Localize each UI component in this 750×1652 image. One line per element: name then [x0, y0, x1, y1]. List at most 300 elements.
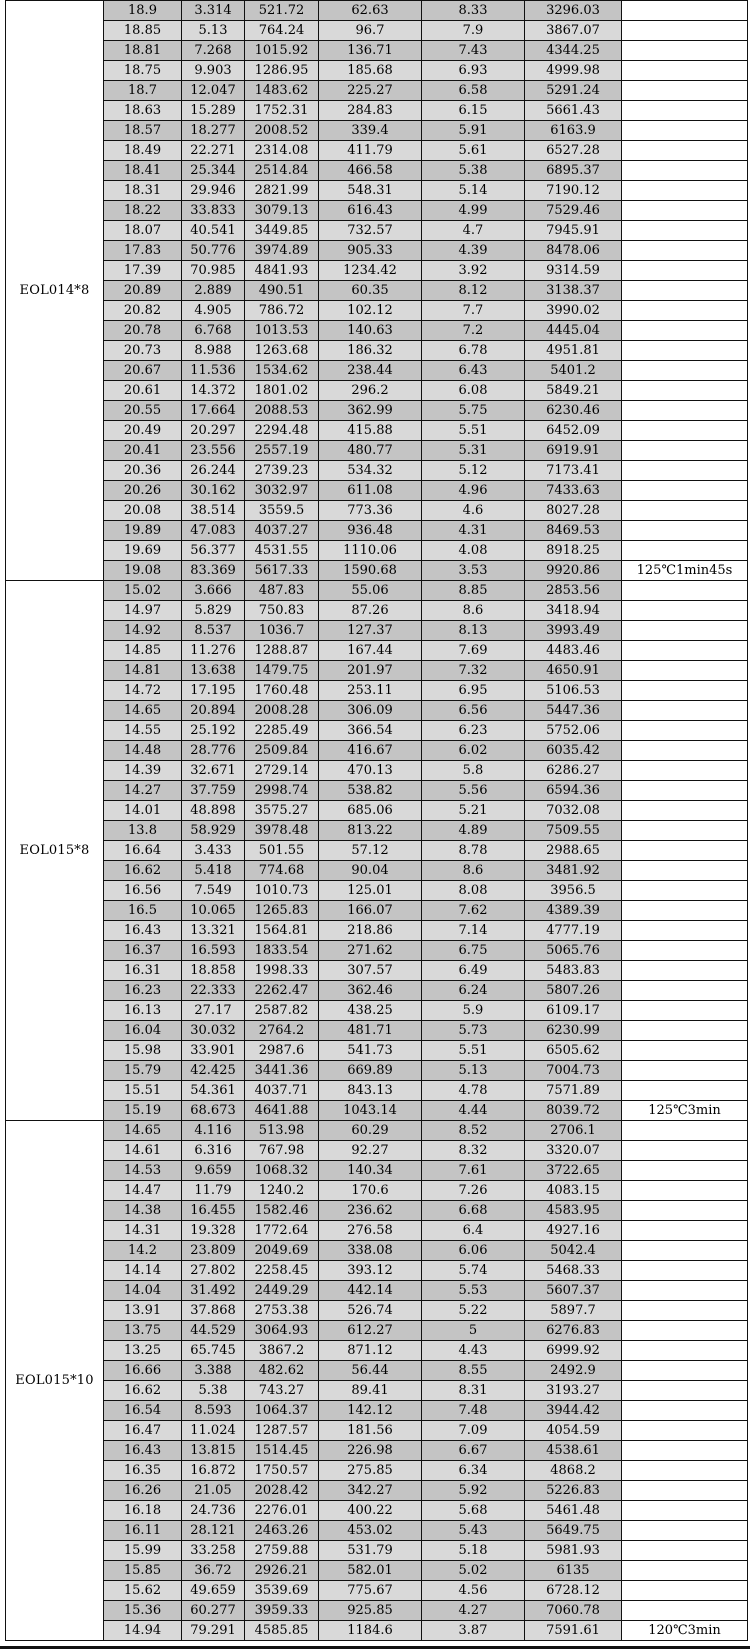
note-cell-empty	[622, 1561, 748, 1581]
table-row	[6, 1101, 748, 1121]
table-cell: 4.116	[182, 1121, 245, 1141]
table-cell: 16.11	[104, 1521, 182, 1541]
table-cell: 7433.63	[525, 481, 622, 501]
table-row	[6, 1581, 748, 1601]
note-cell-empty	[622, 921, 748, 941]
table-cell: 271.62	[319, 941, 422, 961]
table-cell: 19.328	[182, 1221, 245, 1241]
table-cell: 89.41	[319, 1381, 422, 1401]
table-row	[6, 101, 748, 121]
table-row	[6, 21, 748, 41]
table-row	[6, 1121, 748, 1141]
table-cell: 6.06	[422, 1241, 525, 1261]
table-cell: 6109.17	[525, 1001, 622, 1021]
table-cell: 3974.89	[245, 241, 319, 261]
table-cell: 33.833	[182, 201, 245, 221]
table-cell: 20.297	[182, 421, 245, 441]
table-cell: 54.361	[182, 1081, 245, 1101]
table-cell: 3.92	[422, 261, 525, 281]
table-cell: 5468.33	[525, 1261, 622, 1281]
note-cell-empty	[622, 301, 748, 321]
table-cell: 140.34	[319, 1161, 422, 1181]
table-row	[6, 221, 748, 241]
note-cell-empty	[622, 41, 748, 61]
table-cell: 466.58	[319, 161, 422, 181]
table-cell: 5649.75	[525, 1521, 622, 1541]
table-row	[6, 121, 748, 141]
table-cell: 6.02	[422, 741, 525, 761]
table-cell: 8.12	[422, 281, 525, 301]
note-cell-empty	[622, 1041, 748, 1061]
note-cell-empty	[622, 141, 748, 161]
table-cell: 4344.25	[525, 41, 622, 61]
table-cell: 582.01	[319, 1561, 422, 1581]
table-cell: 3138.37	[525, 281, 622, 301]
note-cell-empty	[622, 821, 748, 841]
table-cell: 16.455	[182, 1201, 245, 1221]
table-cell: 62.63	[319, 1, 422, 21]
note-cell-empty	[622, 981, 748, 1001]
table-cell: 5.18	[422, 1541, 525, 1561]
sample-name: EOL014*8	[6, 1, 104, 581]
note-cell-empty	[622, 1321, 748, 1341]
table-cell: 16.62	[104, 1381, 182, 1401]
table-cell: 27.802	[182, 1261, 245, 1281]
table-cell: 366.54	[319, 721, 422, 741]
table-cell: 4.6	[422, 501, 525, 521]
table-cell: 275.85	[319, 1461, 422, 1481]
note-cell-empty	[622, 741, 748, 761]
table-cell: 4951.81	[525, 341, 622, 361]
table-cell: 201.97	[319, 661, 422, 681]
table-cell: 225.27	[319, 81, 422, 101]
table-row	[6, 421, 748, 441]
table-cell: 4.56	[422, 1581, 525, 1601]
table-cell: 3064.93	[245, 1321, 319, 1341]
table-cell: 685.06	[319, 801, 422, 821]
table-cell: 416.67	[319, 741, 422, 761]
table-cell: 8.988	[182, 341, 245, 361]
table-cell: 14.81	[104, 661, 182, 681]
table-cell: 2049.69	[245, 1241, 319, 1261]
table-cell: 3320.07	[525, 1141, 622, 1161]
table-cell: 16.66	[104, 1361, 182, 1381]
table-cell: 14.92	[104, 621, 182, 641]
table-cell: 14.55	[104, 721, 182, 741]
table-cell: 1043.14	[319, 1101, 422, 1121]
note-cell-empty	[622, 1081, 748, 1101]
table-cell: 750.83	[245, 601, 319, 621]
table-cell: 20.78	[104, 321, 182, 341]
note-cell-empty	[622, 841, 748, 861]
table-row	[6, 601, 748, 621]
table-cell: 4.905	[182, 301, 245, 321]
table-cell: 4.96	[422, 481, 525, 501]
table-cell: 7.43	[422, 41, 525, 61]
note-cell-empty	[622, 1221, 748, 1241]
table-cell: 4.31	[422, 521, 525, 541]
note-cell-empty	[622, 1441, 748, 1461]
table-cell: 3193.27	[525, 1381, 622, 1401]
table-cell: 20.08	[104, 501, 182, 521]
table-row	[6, 561, 748, 581]
table-cell: 611.08	[319, 481, 422, 501]
table-cell: 12.047	[182, 81, 245, 101]
table-cell: 7.69	[422, 641, 525, 661]
table-row	[6, 1481, 748, 1501]
note-cell-empty	[622, 1421, 748, 1441]
table-cell: 1772.64	[245, 1221, 319, 1241]
table-row	[6, 921, 748, 941]
table-cell: 20.36	[104, 461, 182, 481]
table-cell: 7060.78	[525, 1601, 622, 1621]
table-cell: 7529.46	[525, 201, 622, 221]
table-cell: 7173.41	[525, 461, 622, 481]
table-cell: 4.78	[422, 1081, 525, 1101]
table-cell: 534.32	[319, 461, 422, 481]
table-cell: 19.89	[104, 521, 182, 541]
table-cell: 6.58	[422, 81, 525, 101]
table-cell: 521.72	[245, 1, 319, 21]
table-cell: 236.62	[319, 1201, 422, 1221]
table-cell: 1514.45	[245, 1441, 319, 1461]
table-cell: 14.38	[104, 1201, 182, 1221]
table-cell: 8027.28	[525, 501, 622, 521]
table-cell: 2764.2	[245, 1021, 319, 1041]
table-cell: 57.12	[319, 841, 422, 861]
table-cell: 5065.76	[525, 941, 622, 961]
table-cell: 5897.7	[525, 1301, 622, 1321]
table-cell: 186.32	[319, 341, 422, 361]
table-cell: 5.22	[422, 1301, 525, 1321]
table-cell: 20.55	[104, 401, 182, 421]
table-cell: 415.88	[319, 421, 422, 441]
table-row	[6, 941, 748, 961]
table-row	[6, 1301, 748, 1321]
table-row	[6, 681, 748, 701]
table-cell: 15.36	[104, 1601, 182, 1621]
table-row	[6, 81, 748, 101]
table-cell: 1760.48	[245, 681, 319, 701]
table-cell: 1184.6	[319, 1621, 422, 1641]
table-cell: 18.57	[104, 121, 182, 141]
table-cell: 14.2	[104, 1241, 182, 1261]
note-cell-empty	[622, 801, 748, 821]
table-cell: 6.15	[422, 101, 525, 121]
table-cell: 5.51	[422, 1041, 525, 1061]
table-cell: 16.54	[104, 1401, 182, 1421]
table-cell: 33.901	[182, 1041, 245, 1061]
table-cell: 2449.29	[245, 1281, 319, 1301]
bottom-rule	[0, 1646, 750, 1649]
table-cell: 2262.47	[245, 981, 319, 1001]
table-cell: 5.53	[422, 1281, 525, 1301]
table-cell: 6895.37	[525, 161, 622, 181]
table-cell: 18.07	[104, 221, 182, 241]
table-cell: 15.99	[104, 1541, 182, 1561]
table-cell: 24.736	[182, 1501, 245, 1521]
note-cell-empty	[622, 681, 748, 701]
table-row	[6, 61, 748, 81]
table-row	[6, 1041, 748, 1061]
table-cell: 4531.55	[245, 541, 319, 561]
table-cell: 20.89	[104, 281, 182, 301]
table-cell: 83.369	[182, 561, 245, 581]
table-cell: 14.47	[104, 1181, 182, 1201]
table-cell: 2821.99	[245, 181, 319, 201]
table-cell: 4841.93	[245, 261, 319, 281]
table-cell: 2753.38	[245, 1301, 319, 1321]
table-cell: 8478.06	[525, 241, 622, 261]
table-cell: 538.82	[319, 781, 422, 801]
table-cell: 470.13	[319, 761, 422, 781]
table-row	[6, 1181, 748, 1201]
table-cell: 11.79	[182, 1181, 245, 1201]
table-cell: 1801.02	[245, 381, 319, 401]
table-cell: 17.195	[182, 681, 245, 701]
table-cell: 531.79	[319, 1541, 422, 1561]
table-cell: 9.659	[182, 1161, 245, 1181]
table-cell: 6.78	[422, 341, 525, 361]
table-cell: 8.6	[422, 861, 525, 881]
note-cell-empty	[622, 961, 748, 981]
table-cell: 25.344	[182, 161, 245, 181]
table-cell: 2557.19	[245, 441, 319, 461]
table-cell: 2729.14	[245, 761, 319, 781]
table-cell: 14.372	[182, 381, 245, 401]
table-cell: 40.541	[182, 221, 245, 241]
table-cell: 3.87	[422, 1621, 525, 1641]
table-cell: 29.946	[182, 181, 245, 201]
note-cell-empty	[622, 161, 748, 181]
note-cell-empty	[622, 21, 748, 41]
note-cell-empty	[622, 181, 748, 201]
table-cell: 6505.62	[525, 1041, 622, 1061]
table-row	[6, 901, 748, 921]
table-cell: 14.39	[104, 761, 182, 781]
table-cell: 2509.84	[245, 741, 319, 761]
table-cell: 102.12	[319, 301, 422, 321]
note-cell-empty	[622, 781, 748, 801]
table-cell: 5106.53	[525, 681, 622, 701]
table-row	[6, 301, 748, 321]
table-cell: 23.556	[182, 441, 245, 461]
table-row	[6, 141, 748, 161]
note-cell-empty	[622, 1161, 748, 1181]
note-cell-empty	[622, 101, 748, 121]
note-cell-empty	[622, 201, 748, 221]
table-cell: 7.7	[422, 301, 525, 321]
table-cell: 2514.84	[245, 161, 319, 181]
table-cell: 15.02	[104, 581, 182, 601]
table-cell: 20.73	[104, 341, 182, 361]
table-row	[6, 321, 748, 341]
table-cell: 5849.21	[525, 381, 622, 401]
table-cell: 7509.55	[525, 821, 622, 841]
table-row	[6, 701, 748, 721]
table-cell: 400.22	[319, 1501, 422, 1521]
table-cell: 8.31	[422, 1381, 525, 1401]
note-cell-empty	[622, 281, 748, 301]
table-cell: 16.31	[104, 961, 182, 981]
table-cell: 5.38	[422, 161, 525, 181]
note-cell-empty	[622, 1461, 748, 1481]
table-cell: 5.51	[422, 421, 525, 441]
table-cell: 4.27	[422, 1601, 525, 1621]
table-cell: 1015.92	[245, 41, 319, 61]
table-cell: 6527.28	[525, 141, 622, 161]
table-cell: 14.31	[104, 1221, 182, 1241]
table-cell: 5401.2	[525, 361, 622, 381]
table-cell: 16.37	[104, 941, 182, 961]
table-cell: 2294.48	[245, 421, 319, 441]
note-cell-empty	[622, 1481, 748, 1501]
table-cell: 1833.54	[245, 941, 319, 961]
table-cell: 28.776	[182, 741, 245, 761]
table-row	[6, 1441, 748, 1461]
table-cell: 142.12	[319, 1401, 422, 1421]
table-cell: 4037.71	[245, 1081, 319, 1101]
table-cell: 6.93	[422, 61, 525, 81]
table-cell: 56.377	[182, 541, 245, 561]
table-cell: 37.868	[182, 1301, 245, 1321]
note-cell-empty	[622, 1601, 748, 1621]
table-cell: 6.4	[422, 1221, 525, 1241]
table-row	[6, 441, 748, 461]
table-cell: 4445.04	[525, 321, 622, 341]
table-cell: 7591.61	[525, 1621, 622, 1641]
table-cell: 15.85	[104, 1561, 182, 1581]
table-cell: 6.23	[422, 721, 525, 741]
note-cell-empty	[622, 381, 748, 401]
table-cell: 1479.75	[245, 661, 319, 681]
table-cell: 764.24	[245, 21, 319, 41]
table-cell: 4583.95	[525, 1201, 622, 1221]
table-cell: 14.65	[104, 701, 182, 721]
note-cell-empty	[622, 1381, 748, 1401]
table-cell: 5.43	[422, 1521, 525, 1541]
note-cell-empty	[622, 541, 748, 561]
table-cell: 1287.57	[245, 1421, 319, 1441]
table-cell: 5.13	[422, 1061, 525, 1081]
table-cell: 30.162	[182, 481, 245, 501]
table-cell: 3418.94	[525, 601, 622, 621]
table-row	[6, 541, 748, 561]
table-cell: 2987.6	[245, 1041, 319, 1061]
table-cell: 307.57	[319, 961, 422, 981]
table-cell: 6.316	[182, 1141, 245, 1161]
table-cell: 6035.42	[525, 741, 622, 761]
table-cell: 14.01	[104, 801, 182, 821]
note-cell-empty	[622, 601, 748, 621]
table-row	[6, 201, 748, 221]
table-cell: 16.35	[104, 1461, 182, 1481]
table-cell: 3441.36	[245, 1061, 319, 1081]
table-cell: 7.62	[422, 901, 525, 921]
table-cell: 7.32	[422, 661, 525, 681]
note-cell-empty	[622, 1, 748, 21]
note-cell-empty	[622, 481, 748, 501]
table-cell: 393.12	[319, 1261, 422, 1281]
table-cell: 17.664	[182, 401, 245, 421]
table-cell: 14.72	[104, 681, 182, 701]
table-cell: 669.89	[319, 1061, 422, 1081]
table-cell: 767.98	[245, 1141, 319, 1161]
table-cell: 68.673	[182, 1101, 245, 1121]
table-cell: 1064.37	[245, 1401, 319, 1421]
table-row	[6, 861, 748, 881]
table-cell: 38.514	[182, 501, 245, 521]
table-cell: 541.73	[319, 1041, 422, 1061]
note-cell-empty	[622, 321, 748, 341]
table-cell: 774.68	[245, 861, 319, 881]
table-cell: 140.63	[319, 321, 422, 341]
table-cell: 136.71	[319, 41, 422, 61]
table-cell: 181.56	[319, 1421, 422, 1441]
table-row	[6, 1541, 748, 1561]
table-cell: 4037.27	[245, 521, 319, 541]
table-cell: 6230.46	[525, 401, 622, 421]
table-row	[6, 801, 748, 821]
table-cell: 843.13	[319, 1081, 422, 1101]
table-cell: 13.91	[104, 1301, 182, 1321]
table-cell: 18.41	[104, 161, 182, 181]
table-cell: 166.07	[319, 901, 422, 921]
table-cell: 3993.49	[525, 621, 622, 641]
note-cell-empty	[622, 701, 748, 721]
table-cell: 1750.57	[245, 1461, 319, 1481]
note-cell-empty	[622, 1521, 748, 1541]
table-cell: 16.872	[182, 1461, 245, 1481]
sample-name: EOL015*8	[6, 581, 104, 1121]
table-cell: 925.85	[319, 1601, 422, 1621]
table-cell: 3575.27	[245, 801, 319, 821]
table-cell: 2276.01	[245, 1501, 319, 1521]
table-cell: 6.49	[422, 961, 525, 981]
table-cell: 4585.85	[245, 1621, 319, 1641]
note-cell-empty	[622, 621, 748, 641]
table-cell: 5.9	[422, 1001, 525, 1021]
note-cell-empty	[622, 521, 748, 541]
table-cell: 6.68	[422, 1201, 525, 1221]
table-cell: 786.72	[245, 301, 319, 321]
note-cell-empty	[622, 1181, 748, 1201]
table-cell: 238.44	[319, 361, 422, 381]
table-cell: 342.27	[319, 1481, 422, 1501]
table-cell: 5.75	[422, 401, 525, 421]
table-cell: 13.75	[104, 1321, 182, 1341]
sample-name: EOL015*10	[6, 1121, 104, 1641]
table-cell: 2926.21	[245, 1561, 319, 1581]
table-row	[6, 1501, 748, 1521]
table-cell: 87.26	[319, 601, 422, 621]
table-cell: 6.768	[182, 321, 245, 341]
table-cell: 3481.92	[525, 861, 622, 881]
table-cell: 905.33	[319, 241, 422, 261]
table-row	[6, 781, 748, 801]
table-cell: 6594.36	[525, 781, 622, 801]
table-cell: 1752.31	[245, 101, 319, 121]
table-cell: 32.671	[182, 761, 245, 781]
table-row	[6, 161, 748, 181]
table-cell: 2492.9	[525, 1361, 622, 1381]
table-cell: 5.12	[422, 461, 525, 481]
table-row	[6, 841, 748, 861]
table-row	[6, 461, 748, 481]
note-cell-empty	[622, 1341, 748, 1361]
table-cell: 2314.08	[245, 141, 319, 161]
table-cell: 18.22	[104, 201, 182, 221]
